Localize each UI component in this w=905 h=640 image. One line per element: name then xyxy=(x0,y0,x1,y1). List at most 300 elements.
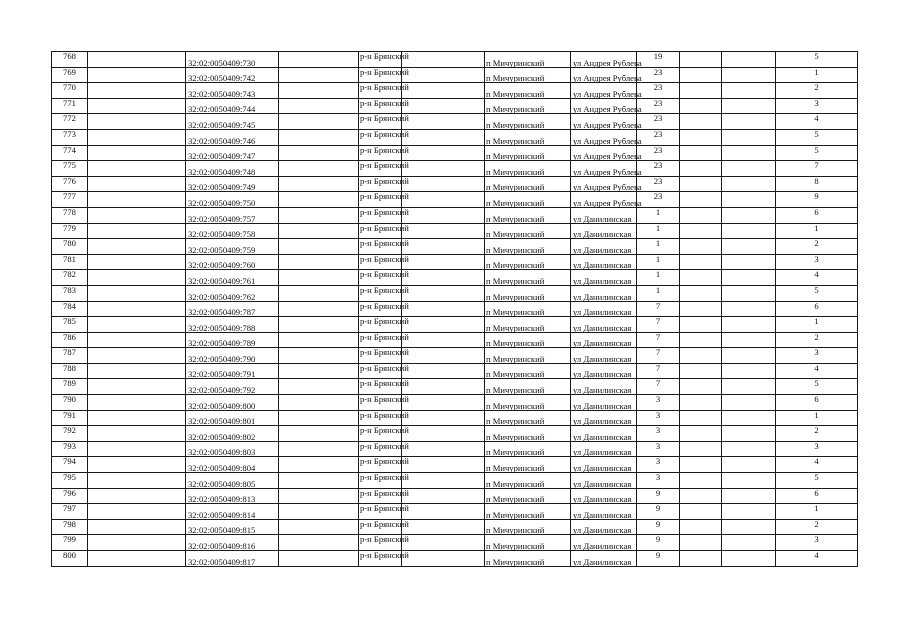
empty-cell xyxy=(88,161,186,177)
flat-number: 3 xyxy=(776,348,858,364)
row-number: 778 xyxy=(52,207,88,223)
empty-cell xyxy=(722,145,776,161)
empty-cell xyxy=(88,145,186,161)
flat-number: 5 xyxy=(776,285,858,301)
empty-cell xyxy=(279,395,359,411)
empty-cell xyxy=(88,348,186,364)
settlement-name: п Мичуринский xyxy=(485,83,571,99)
settlement-name: п Мичуринский xyxy=(485,426,571,442)
row-number: 783 xyxy=(52,285,88,301)
cadastral-number: 32:02:0050409:813 xyxy=(186,488,279,504)
cadastral-number: 32:02:0050409:804 xyxy=(186,457,279,473)
table-row xyxy=(52,395,858,411)
empty-cell xyxy=(680,129,722,145)
cadastral-number: 32:02:0050409:762 xyxy=(186,285,279,301)
empty-cell xyxy=(279,161,359,177)
house-number: 23 xyxy=(637,67,680,83)
house-number: 9 xyxy=(637,488,680,504)
empty-cell xyxy=(402,395,485,411)
district-name: р-н Брянский xyxy=(359,67,402,83)
settlement-name: п Мичуринский xyxy=(485,270,571,286)
street-name: ул Андрея Рублева xyxy=(571,161,637,177)
empty-cell xyxy=(722,488,776,504)
empty-cell xyxy=(680,473,722,489)
empty-cell xyxy=(402,473,485,489)
cadastral-number: 32:02:0050409:791 xyxy=(186,363,279,379)
empty-cell xyxy=(402,192,485,208)
flat-number: 3 xyxy=(776,441,858,457)
empty-cell xyxy=(402,410,485,426)
empty-cell xyxy=(722,473,776,489)
street-name: ул Андрея Рублева xyxy=(571,83,637,99)
settlement-name: п Мичуринский xyxy=(485,67,571,83)
district-name: р-н Брянский xyxy=(359,192,402,208)
row-number: 796 xyxy=(52,488,88,504)
row-number: 776 xyxy=(52,176,88,192)
empty-cell xyxy=(402,441,485,457)
empty-cell xyxy=(88,535,186,551)
house-number: 7 xyxy=(637,348,680,364)
table-row xyxy=(52,52,858,68)
table-row xyxy=(52,161,858,177)
cadastral-number: 32:02:0050409:801 xyxy=(186,410,279,426)
empty-cell xyxy=(680,98,722,114)
house-number: 9 xyxy=(637,551,680,567)
flat-number: 1 xyxy=(776,504,858,520)
district-name: р-н Брянский xyxy=(359,145,402,161)
empty-cell xyxy=(722,176,776,192)
district-name: р-н Брянский xyxy=(359,239,402,255)
table-row xyxy=(52,551,858,567)
settlement-name: п Мичуринский xyxy=(485,254,571,270)
house-number: 3 xyxy=(637,457,680,473)
house-number: 3 xyxy=(637,426,680,442)
row-number: 795 xyxy=(52,473,88,489)
house-number: 1 xyxy=(637,285,680,301)
street-name: ул Данилинская xyxy=(571,254,637,270)
empty-cell xyxy=(722,239,776,255)
empty-cell xyxy=(88,223,186,239)
house-number: 9 xyxy=(637,535,680,551)
cadastral-number: 32:02:0050409:815 xyxy=(186,519,279,535)
district-name: р-н Брянский xyxy=(359,129,402,145)
empty-cell xyxy=(279,192,359,208)
empty-cell xyxy=(279,519,359,535)
cadastral-number: 32:02:0050409:742 xyxy=(186,67,279,83)
flat-number: 5 xyxy=(776,379,858,395)
cadastral-number: 32:02:0050409:730 xyxy=(186,52,279,68)
empty-cell xyxy=(680,426,722,442)
table-row xyxy=(52,223,858,239)
empty-cell xyxy=(279,239,359,255)
row-number: 768 xyxy=(52,52,88,68)
flat-number: 5 xyxy=(776,473,858,489)
table-row xyxy=(52,410,858,426)
street-name: ул Данилинская xyxy=(571,504,637,520)
house-number: 7 xyxy=(637,317,680,333)
row-number: 788 xyxy=(52,363,88,379)
empty-cell xyxy=(279,535,359,551)
house-number: 1 xyxy=(637,239,680,255)
settlement-name: п Мичуринский xyxy=(485,192,571,208)
empty-cell xyxy=(402,504,485,520)
street-name: ул Данилинская xyxy=(571,317,637,333)
street-name: ул Андрея Рублева xyxy=(571,145,637,161)
row-number: 791 xyxy=(52,410,88,426)
row-number: 793 xyxy=(52,441,88,457)
cadastral-number: 32:02:0050409:761 xyxy=(186,270,279,286)
house-number: 3 xyxy=(637,473,680,489)
empty-cell xyxy=(402,551,485,567)
settlement-name: п Мичуринский xyxy=(485,301,571,317)
street-name: ул Андрея Рублева xyxy=(571,129,637,145)
district-name: р-н Брянский xyxy=(359,223,402,239)
table-row xyxy=(52,348,858,364)
empty-cell xyxy=(279,285,359,301)
flat-number: 1 xyxy=(776,317,858,333)
empty-cell xyxy=(88,176,186,192)
row-number: 799 xyxy=(52,535,88,551)
empty-cell xyxy=(279,410,359,426)
flat-number: 4 xyxy=(776,363,858,379)
house-number: 7 xyxy=(637,363,680,379)
district-name: р-н Брянский xyxy=(359,488,402,504)
settlement-name: п Мичуринский xyxy=(485,551,571,567)
district-name: р-н Брянский xyxy=(359,207,402,223)
cadastral-number: 32:02:0050409:743 xyxy=(186,83,279,99)
empty-cell xyxy=(680,488,722,504)
empty-cell xyxy=(402,519,485,535)
district-name: р-н Брянский xyxy=(359,52,402,68)
empty-cell xyxy=(722,504,776,520)
house-number: 1 xyxy=(637,207,680,223)
empty-cell xyxy=(88,83,186,99)
table-row xyxy=(52,317,858,333)
cadastral-number: 32:02:0050409:789 xyxy=(186,332,279,348)
empty-cell xyxy=(722,83,776,99)
table-row xyxy=(52,207,858,223)
row-number: 800 xyxy=(52,551,88,567)
empty-cell xyxy=(279,379,359,395)
empty-cell xyxy=(680,535,722,551)
cadastral-number: 32:02:0050409:800 xyxy=(186,395,279,411)
settlement-name: п Мичуринский xyxy=(485,395,571,411)
table-row xyxy=(52,145,858,161)
house-number: 23 xyxy=(637,145,680,161)
cadastral-number: 32:02:0050409:749 xyxy=(186,176,279,192)
flat-number: 8 xyxy=(776,176,858,192)
settlement-name: п Мичуринский xyxy=(485,98,571,114)
cadastral-number: 32:02:0050409:803 xyxy=(186,441,279,457)
empty-cell xyxy=(680,176,722,192)
empty-cell xyxy=(402,457,485,473)
flat-number: 9 xyxy=(776,192,858,208)
district-name: р-н Брянский xyxy=(359,176,402,192)
empty-cell xyxy=(680,363,722,379)
street-name: ул Данилинская xyxy=(571,441,637,457)
empty-cell xyxy=(722,192,776,208)
street-name: ул Данилинская xyxy=(571,473,637,489)
empty-cell xyxy=(279,488,359,504)
table-row xyxy=(52,332,858,348)
flat-number: 5 xyxy=(776,129,858,145)
row-number: 797 xyxy=(52,504,88,520)
house-number: 1 xyxy=(637,254,680,270)
empty-cell xyxy=(88,254,186,270)
empty-cell xyxy=(722,270,776,286)
settlement-name: п Мичуринский xyxy=(485,161,571,177)
settlement-name: п Мичуринский xyxy=(485,363,571,379)
empty-cell xyxy=(279,332,359,348)
empty-cell xyxy=(402,67,485,83)
house-number: 23 xyxy=(637,129,680,145)
empty-cell xyxy=(680,114,722,130)
empty-cell xyxy=(88,239,186,255)
cadastral-number: 32:02:0050409:758 xyxy=(186,223,279,239)
house-number: 7 xyxy=(637,379,680,395)
flat-number: 3 xyxy=(776,98,858,114)
empty-cell xyxy=(88,473,186,489)
district-name: р-н Брянский xyxy=(359,254,402,270)
district-name: р-н Брянский xyxy=(359,551,402,567)
empty-cell xyxy=(722,317,776,333)
cadastral-number: 32:02:0050409:788 xyxy=(186,317,279,333)
district-name: р-н Брянский xyxy=(359,363,402,379)
empty-cell xyxy=(279,223,359,239)
flat-number: 6 xyxy=(776,301,858,317)
cadastral-number: 32:02:0050409:744 xyxy=(186,98,279,114)
house-number: 1 xyxy=(637,223,680,239)
empty-cell xyxy=(402,270,485,286)
table-row xyxy=(52,192,858,208)
street-name: ул Данилинская xyxy=(571,519,637,535)
district-name: р-н Брянский xyxy=(359,285,402,301)
empty-cell xyxy=(722,161,776,177)
flat-number: 2 xyxy=(776,519,858,535)
cadastral-number: 32:02:0050409:748 xyxy=(186,161,279,177)
table-row xyxy=(52,254,858,270)
table-row xyxy=(52,129,858,145)
flat-number: 3 xyxy=(776,254,858,270)
district-name: р-н Брянский xyxy=(359,535,402,551)
empty-cell xyxy=(88,98,186,114)
house-number: 9 xyxy=(637,519,680,535)
flat-number: 5 xyxy=(776,52,858,68)
house-number: 3 xyxy=(637,395,680,411)
empty-cell xyxy=(88,114,186,130)
flat-number: 1 xyxy=(776,67,858,83)
property-register-table xyxy=(51,51,858,567)
house-number: 23 xyxy=(637,161,680,177)
row-number: 773 xyxy=(52,129,88,145)
flat-number: 2 xyxy=(776,83,858,99)
cadastral-number: 32:02:0050409:750 xyxy=(186,192,279,208)
house-number: 3 xyxy=(637,441,680,457)
empty-cell xyxy=(722,285,776,301)
cadastral-number: 32:02:0050409:760 xyxy=(186,254,279,270)
flat-number: 6 xyxy=(776,488,858,504)
empty-cell xyxy=(279,441,359,457)
street-name: ул Данилинская xyxy=(571,457,637,473)
empty-cell xyxy=(279,67,359,83)
settlement-name: п Мичуринский xyxy=(485,317,571,333)
row-number: 794 xyxy=(52,457,88,473)
empty-cell xyxy=(279,98,359,114)
table-row xyxy=(52,457,858,473)
street-name: ул Данилинская xyxy=(571,551,637,567)
empty-cell xyxy=(680,441,722,457)
empty-cell xyxy=(722,457,776,473)
empty-cell xyxy=(402,98,485,114)
cadastral-number: 32:02:0050409:790 xyxy=(186,348,279,364)
empty-cell xyxy=(680,332,722,348)
table-row xyxy=(52,535,858,551)
empty-cell xyxy=(402,379,485,395)
table-row xyxy=(52,473,858,489)
table-row xyxy=(52,301,858,317)
street-name: ул Данилинская xyxy=(571,207,637,223)
empty-cell xyxy=(722,98,776,114)
empty-cell xyxy=(88,551,186,567)
empty-cell xyxy=(680,301,722,317)
empty-cell xyxy=(722,519,776,535)
empty-cell xyxy=(88,519,186,535)
empty-cell xyxy=(722,379,776,395)
empty-cell xyxy=(402,348,485,364)
empty-cell xyxy=(722,254,776,270)
empty-cell xyxy=(402,176,485,192)
row-number: 798 xyxy=(52,519,88,535)
cadastral-number: 32:02:0050409:757 xyxy=(186,207,279,223)
empty-cell xyxy=(680,239,722,255)
empty-cell xyxy=(88,317,186,333)
street-name: ул Андрея Рублева xyxy=(571,176,637,192)
settlement-name: п Мичуринский xyxy=(485,114,571,130)
empty-cell xyxy=(402,254,485,270)
empty-cell xyxy=(722,332,776,348)
street-name: ул Данилинская xyxy=(571,285,637,301)
street-name: ул Данилинская xyxy=(571,348,637,364)
empty-cell xyxy=(722,52,776,68)
empty-cell xyxy=(88,488,186,504)
empty-cell xyxy=(402,301,485,317)
table-row xyxy=(52,441,858,457)
settlement-name: п Мичуринский xyxy=(485,207,571,223)
flat-number: 2 xyxy=(776,332,858,348)
row-number: 772 xyxy=(52,114,88,130)
empty-cell xyxy=(88,207,186,223)
settlement-name: п Мичуринский xyxy=(485,441,571,457)
cadastral-number: 32:02:0050409:787 xyxy=(186,301,279,317)
empty-cell xyxy=(722,223,776,239)
empty-cell xyxy=(88,441,186,457)
row-number: 771 xyxy=(52,98,88,114)
street-name: ул Данилинская xyxy=(571,488,637,504)
row-number: 774 xyxy=(52,145,88,161)
table-row xyxy=(52,379,858,395)
street-name: ул Данилинская xyxy=(571,301,637,317)
table-row xyxy=(52,363,858,379)
house-number: 23 xyxy=(637,176,680,192)
street-name: ул Данилинская xyxy=(571,535,637,551)
street-name: ул Андрея Рублева xyxy=(571,67,637,83)
row-number: 790 xyxy=(52,395,88,411)
empty-cell xyxy=(88,285,186,301)
settlement-name: п Мичуринский xyxy=(485,285,571,301)
empty-cell xyxy=(279,254,359,270)
district-name: р-н Брянский xyxy=(359,441,402,457)
empty-cell xyxy=(680,519,722,535)
empty-cell xyxy=(402,207,485,223)
flat-number: 5 xyxy=(776,145,858,161)
house-number: 19 xyxy=(637,52,680,68)
empty-cell xyxy=(88,67,186,83)
flat-number: 4 xyxy=(776,551,858,567)
settlement-name: п Мичуринский xyxy=(485,129,571,145)
settlement-name: п Мичуринский xyxy=(485,473,571,489)
row-number: 769 xyxy=(52,67,88,83)
register-body xyxy=(52,52,858,567)
settlement-name: п Мичуринский xyxy=(485,457,571,473)
empty-cell xyxy=(680,223,722,239)
empty-cell xyxy=(279,176,359,192)
empty-cell xyxy=(279,207,359,223)
empty-cell xyxy=(680,395,722,411)
row-number: 785 xyxy=(52,317,88,333)
empty-cell xyxy=(680,161,722,177)
settlement-name: п Мичуринский xyxy=(485,223,571,239)
empty-cell xyxy=(279,504,359,520)
empty-cell xyxy=(722,301,776,317)
empty-cell xyxy=(279,348,359,364)
row-number: 789 xyxy=(52,379,88,395)
empty-cell xyxy=(680,551,722,567)
empty-cell xyxy=(680,52,722,68)
table-row xyxy=(52,519,858,535)
empty-cell xyxy=(402,83,485,99)
empty-cell xyxy=(722,363,776,379)
empty-cell xyxy=(402,535,485,551)
district-name: р-н Брянский xyxy=(359,395,402,411)
empty-cell xyxy=(88,363,186,379)
empty-cell xyxy=(402,114,485,130)
empty-cell xyxy=(402,223,485,239)
empty-cell xyxy=(279,145,359,161)
empty-cell xyxy=(279,363,359,379)
street-name: ул Данилинская xyxy=(571,395,637,411)
empty-cell xyxy=(88,395,186,411)
district-name: р-н Брянский xyxy=(359,270,402,286)
row-number: 784 xyxy=(52,301,88,317)
empty-cell xyxy=(402,52,485,68)
empty-cell xyxy=(88,379,186,395)
cadastral-number: 32:02:0050409:746 xyxy=(186,129,279,145)
settlement-name: п Мичуринский xyxy=(485,145,571,161)
empty-cell xyxy=(722,129,776,145)
cadastral-number: 32:02:0050409:816 xyxy=(186,535,279,551)
district-name: р-н Брянский xyxy=(359,98,402,114)
street-name: ул Данилинская xyxy=(571,223,637,239)
settlement-name: п Мичуринский xyxy=(485,519,571,535)
district-name: р-н Брянский xyxy=(359,457,402,473)
empty-cell xyxy=(279,317,359,333)
house-number: 23 xyxy=(637,114,680,130)
empty-cell xyxy=(402,317,485,333)
row-number: 782 xyxy=(52,270,88,286)
street-name: ул Данилинская xyxy=(571,363,637,379)
empty-cell xyxy=(88,270,186,286)
cadastral-number: 32:02:0050409:814 xyxy=(186,504,279,520)
